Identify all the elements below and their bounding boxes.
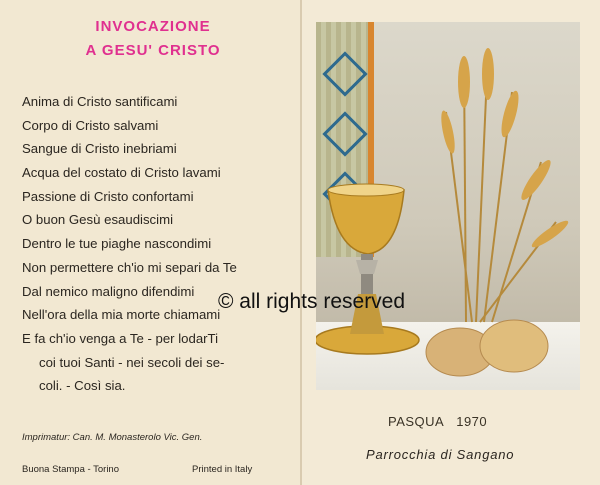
occasion-label: PASQUA (388, 414, 445, 429)
copyright-watermark: © all rights reserved (218, 290, 406, 313)
prayer-line: Corpo di Cristo salvami (22, 117, 159, 133)
easter-year (388, 414, 487, 429)
imprimatur-note: Imprimatur: Can. M. Monasterolo Vic. Gen. (22, 432, 203, 443)
bread-loaves-icon (426, 320, 548, 376)
prayer-line: Dentro le tue piaghe nascondimi (22, 236, 212, 252)
prayer-line: Acqua del costato di Cristo lavami (22, 165, 221, 181)
printed-in-note: Printed in Italy (192, 464, 253, 475)
prayer-line: O buon Gesù esaudiscimi (22, 212, 173, 228)
prayer-line: Sangue di Cristo inebriami (22, 141, 177, 157)
chalice-icon (316, 184, 419, 354)
prayer-line: Dal nemico maligno difendimi (22, 283, 195, 299)
easter-photo (316, 22, 580, 390)
prayer-line: Anima di Cristo santificami (22, 94, 178, 109)
prayer-line: E fa ch'io venga a Te - per lodarTi (22, 330, 219, 346)
prayer-line: Non permettere ch'io mi separi da Te (22, 259, 237, 275)
prayer-line: Nell'ora della mia morte chiamami (22, 307, 221, 323)
year-label: 1970 (456, 414, 488, 429)
parish-name: Parrocchia di Sangano (366, 447, 515, 462)
prayer-line: coi tuoi Santi - nei secoli dei se- (39, 354, 225, 370)
prayer-line: coli. - Così sia. (39, 378, 126, 394)
prayer-title-line2: A GESU' CRISTO (85, 42, 221, 59)
still-life-svg (316, 22, 580, 390)
prayer-text (22, 90, 292, 398)
printer-credit: Buona Stampa - Torino (22, 464, 119, 475)
prayer-title-line1: INVOCAZIONE (95, 18, 211, 35)
prayer-line: Passione di Cristo confortami (22, 188, 194, 204)
